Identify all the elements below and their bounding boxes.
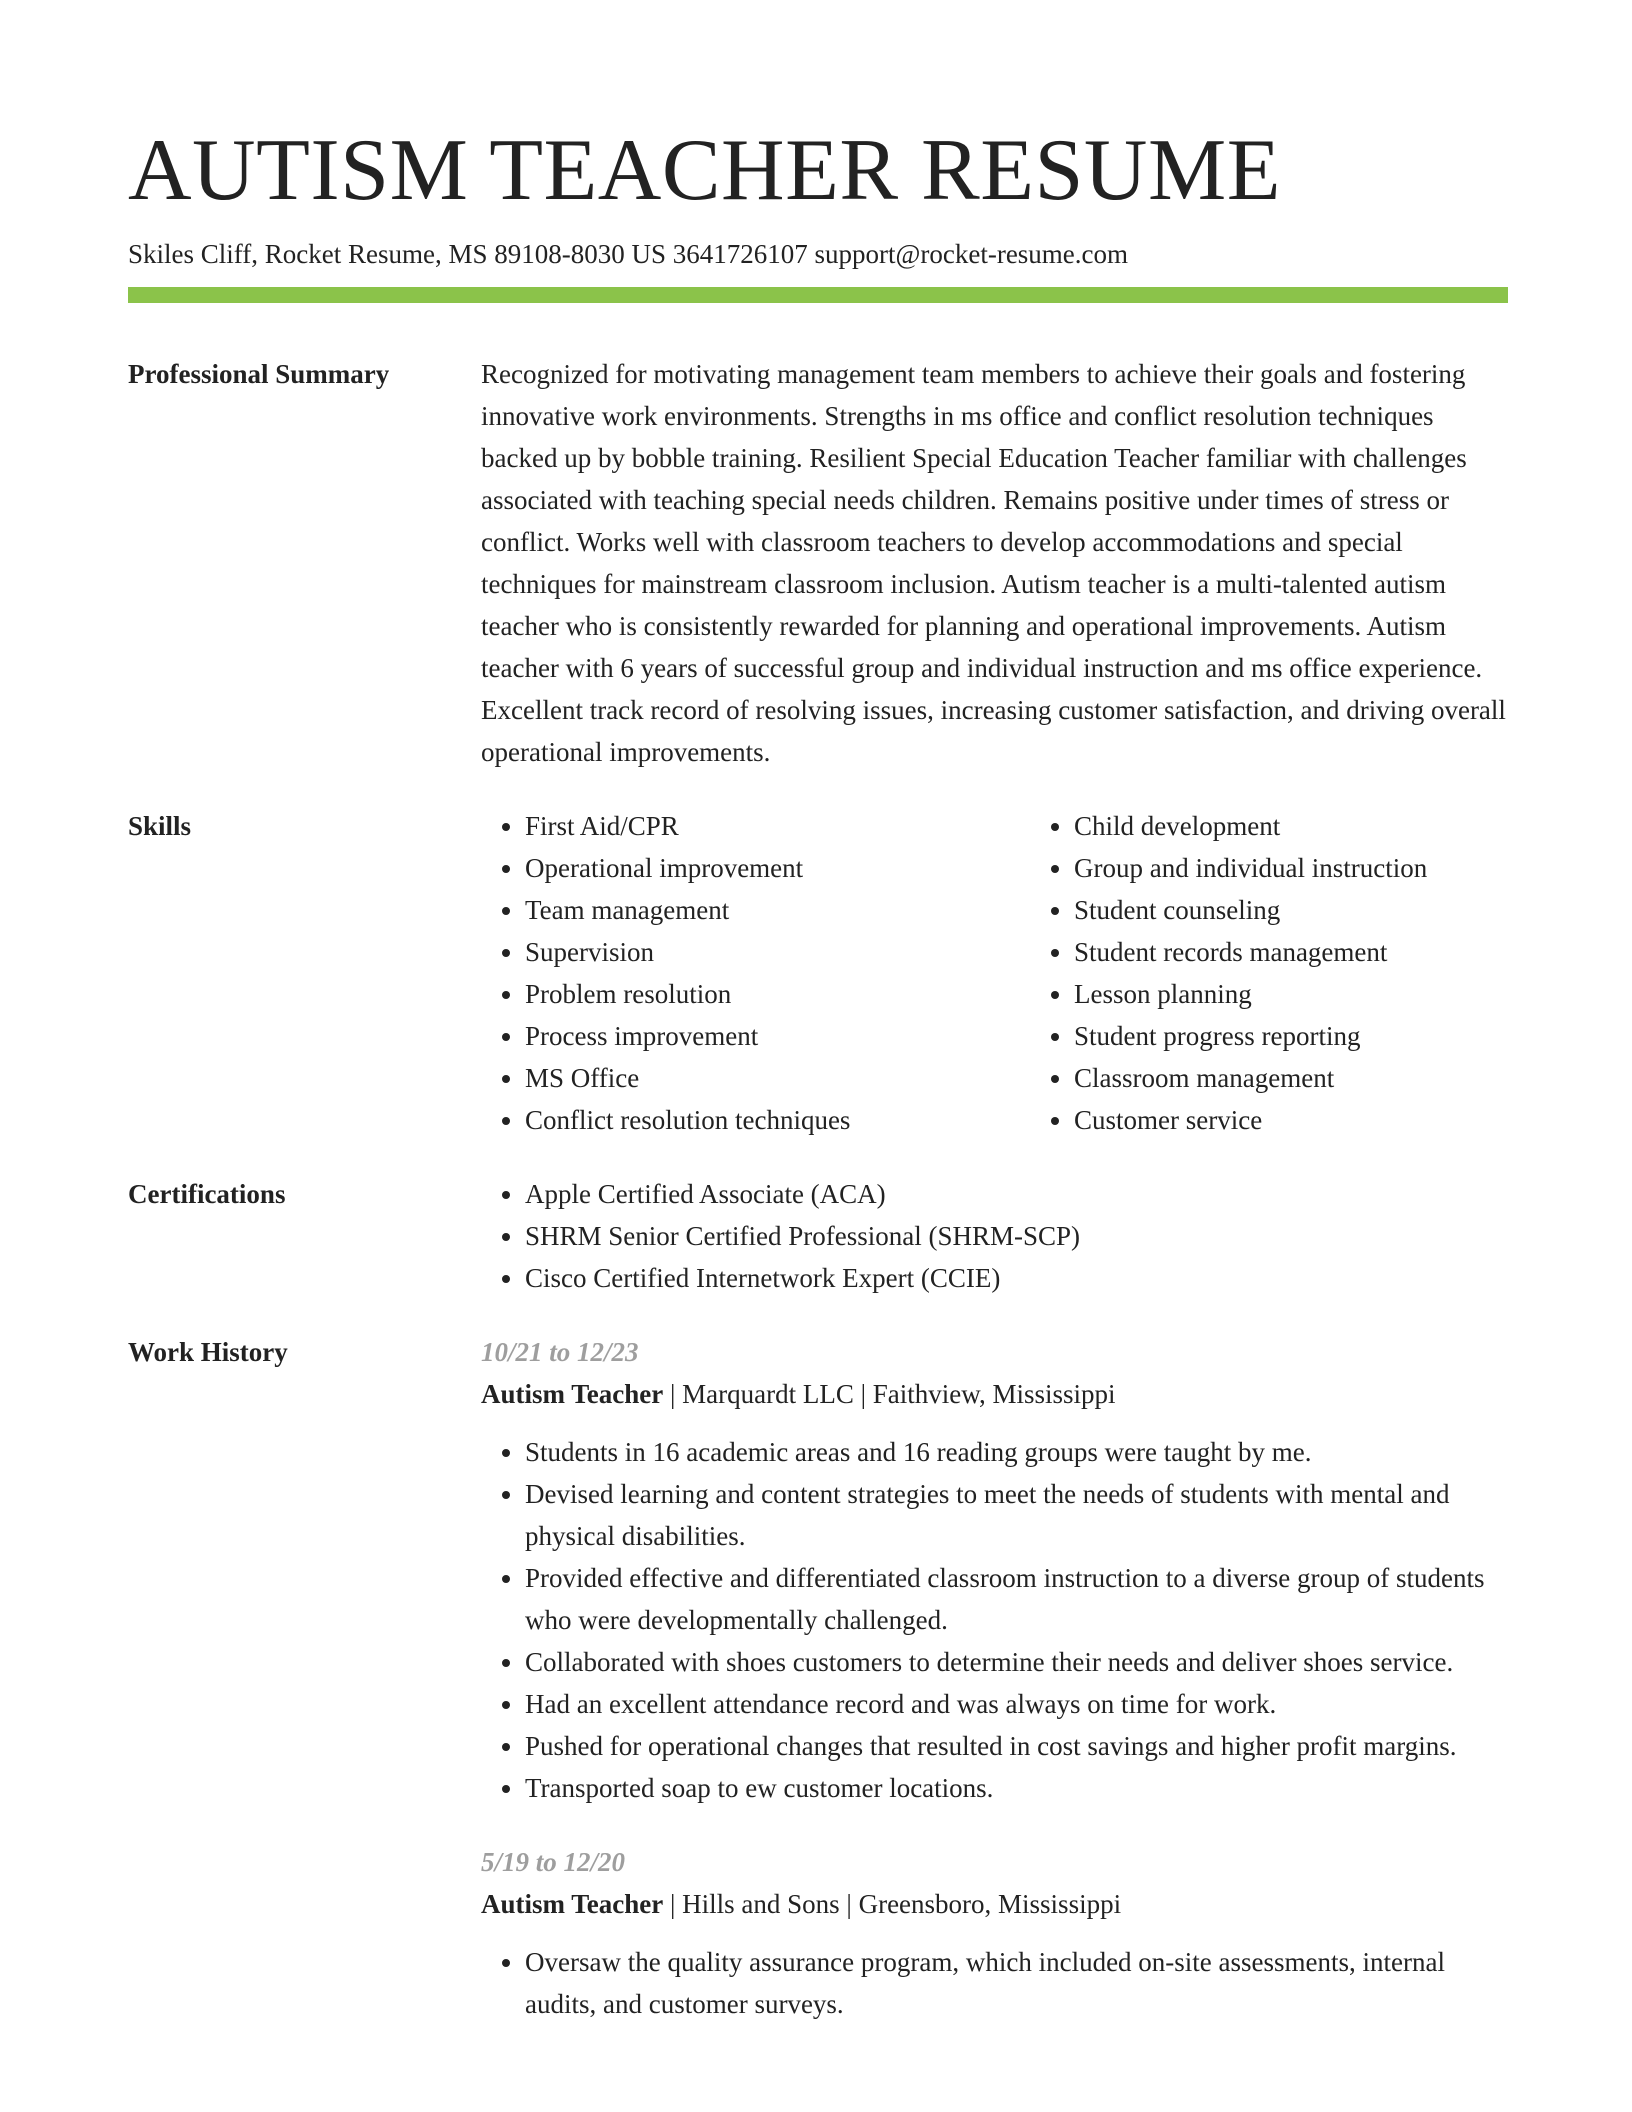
- skill-item: • Lesson planning: [1074, 973, 1508, 1015]
- skill-item: • Group and individual instruction: [1074, 847, 1508, 889]
- skills-list-right: [1030, 805, 1508, 1141]
- section-label-work-history: Work History: [128, 1337, 288, 1367]
- certifications-list: [481, 1173, 1508, 1299]
- job-title: Autism Teacher: [481, 1889, 664, 1919]
- skill-item: • Student counseling: [1074, 889, 1508, 931]
- job-employer-location: | Marquardt LLC | Faithview, Mississippi: [663, 1379, 1116, 1409]
- section-label-certifications: Certifications: [128, 1179, 286, 1209]
- section-professional-summary: [128, 353, 1508, 773]
- skill-item: • Child development: [1074, 805, 1508, 847]
- job-duty: • Students in 16 academic areas and 16 reading groups were taught by me.: [525, 1431, 1508, 1473]
- job-date: 10/21 to 12/23: [481, 1337, 639, 1367]
- job-duties-list: [481, 1431, 1508, 1809]
- skill-item: • Supervision: [525, 931, 1030, 973]
- job-duty: • Devised learning and content strategies to meet the needs of students with mental and physical disabilities.: [525, 1473, 1508, 1557]
- skill-item: • Student records management: [1074, 931, 1508, 973]
- job-duty: • Provided effective and differentiated classroom instruction to a diverse group of students who were developmentally challenged.: [525, 1557, 1508, 1641]
- summary-text: Recognized for motivating management team members to achieve their goals and fostering innovative work environments. Strengths in ms office and conflict resolution techniques backed up by bobble training. Resilient Special Education Teacher familiar with challenges associated with teaching special needs children. Remains positive under times of stress or conflict. Works well with classroom teachers to develop accommodations and special techniques for mainstream classroom inclusion. Autism teacher is a multi-talented autism teacher who is consistently rewarded for planning and operational improvements. Autism teacher with 6 years of successful group and individual instruction and ms office experience. Excellent track record of resolving issues, increasing customer satisfaction, and driving overall operational improvements.: [481, 359, 1506, 767]
- job-duty: • Oversaw the quality assurance program, which included on-site assessments, internal audits, and customer surveys.: [525, 1941, 1508, 2025]
- skill-item: • Team management: [525, 889, 1030, 931]
- section-label-summary: Professional Summary: [128, 359, 390, 389]
- skills-list-left: [481, 805, 1030, 1141]
- job-date: 5/19 to 12/20: [481, 1847, 626, 1877]
- section-label-skills: Skills: [128, 811, 192, 841]
- certification-item: • Cisco Certified Internetwork Expert (CCIE): [525, 1257, 1508, 1299]
- section-work-history: [128, 1331, 1508, 2025]
- job-entry: [481, 1331, 1508, 1809]
- job-duty: • Transported soap to ew customer locations.: [525, 1767, 1508, 1809]
- skill-item: • Classroom management: [1074, 1057, 1508, 1099]
- skills-columns: [481, 805, 1508, 1141]
- job-duty: • Pushed for operational changes that resulted in cost savings and higher profit margins.: [525, 1725, 1508, 1767]
- section-body-work-history: [481, 1331, 1508, 2025]
- job-heading: [481, 1883, 1508, 1925]
- resume-page: [128, 0, 1508, 2025]
- skill-item: • Problem resolution: [525, 973, 1030, 1015]
- section-skills: [128, 805, 1508, 1141]
- skill-item: • First Aid/CPR: [525, 805, 1030, 847]
- job-employer-location: | Hills and Sons | Greensboro, Mississippi: [663, 1889, 1122, 1919]
- header-divider: [128, 287, 1508, 303]
- certification-item: • SHRM Senior Certified Professional (SHRM-SCP): [525, 1215, 1508, 1257]
- certification-item: • Apple Certified Associate (ACA): [525, 1173, 1508, 1215]
- skill-item: • Customer service: [1074, 1099, 1508, 1141]
- job-entry: [481, 1841, 1508, 2025]
- section-body-certifications: [481, 1173, 1508, 1299]
- section-certifications: [128, 1173, 1508, 1299]
- job-duty: • Had an excellent attendance record and was always on time for work.: [525, 1683, 1508, 1725]
- contact-line: Skiles Cliff, Rocket Resume, MS 89108-8030 US 3641726107 support@rocket-resume.com: [128, 239, 1129, 269]
- job-duty: • Collaborated with shoes customers to determine their needs and deliver shoes service.: [525, 1641, 1508, 1683]
- skill-item: • Conflict resolution techniques: [525, 1099, 1030, 1141]
- job-heading: [481, 1373, 1508, 1415]
- job-title: Autism Teacher: [481, 1379, 664, 1409]
- section-body-summary: [481, 353, 1508, 773]
- skill-item: • Process improvement: [525, 1015, 1030, 1057]
- job-duties-list: [481, 1941, 1508, 2025]
- skill-item: • Student progress reporting: [1074, 1015, 1508, 1057]
- skill-item: • MS Office: [525, 1057, 1030, 1099]
- skill-item: • Operational improvement: [525, 847, 1030, 889]
- resume-title: AUTISM TEACHER RESUME: [128, 122, 1281, 219]
